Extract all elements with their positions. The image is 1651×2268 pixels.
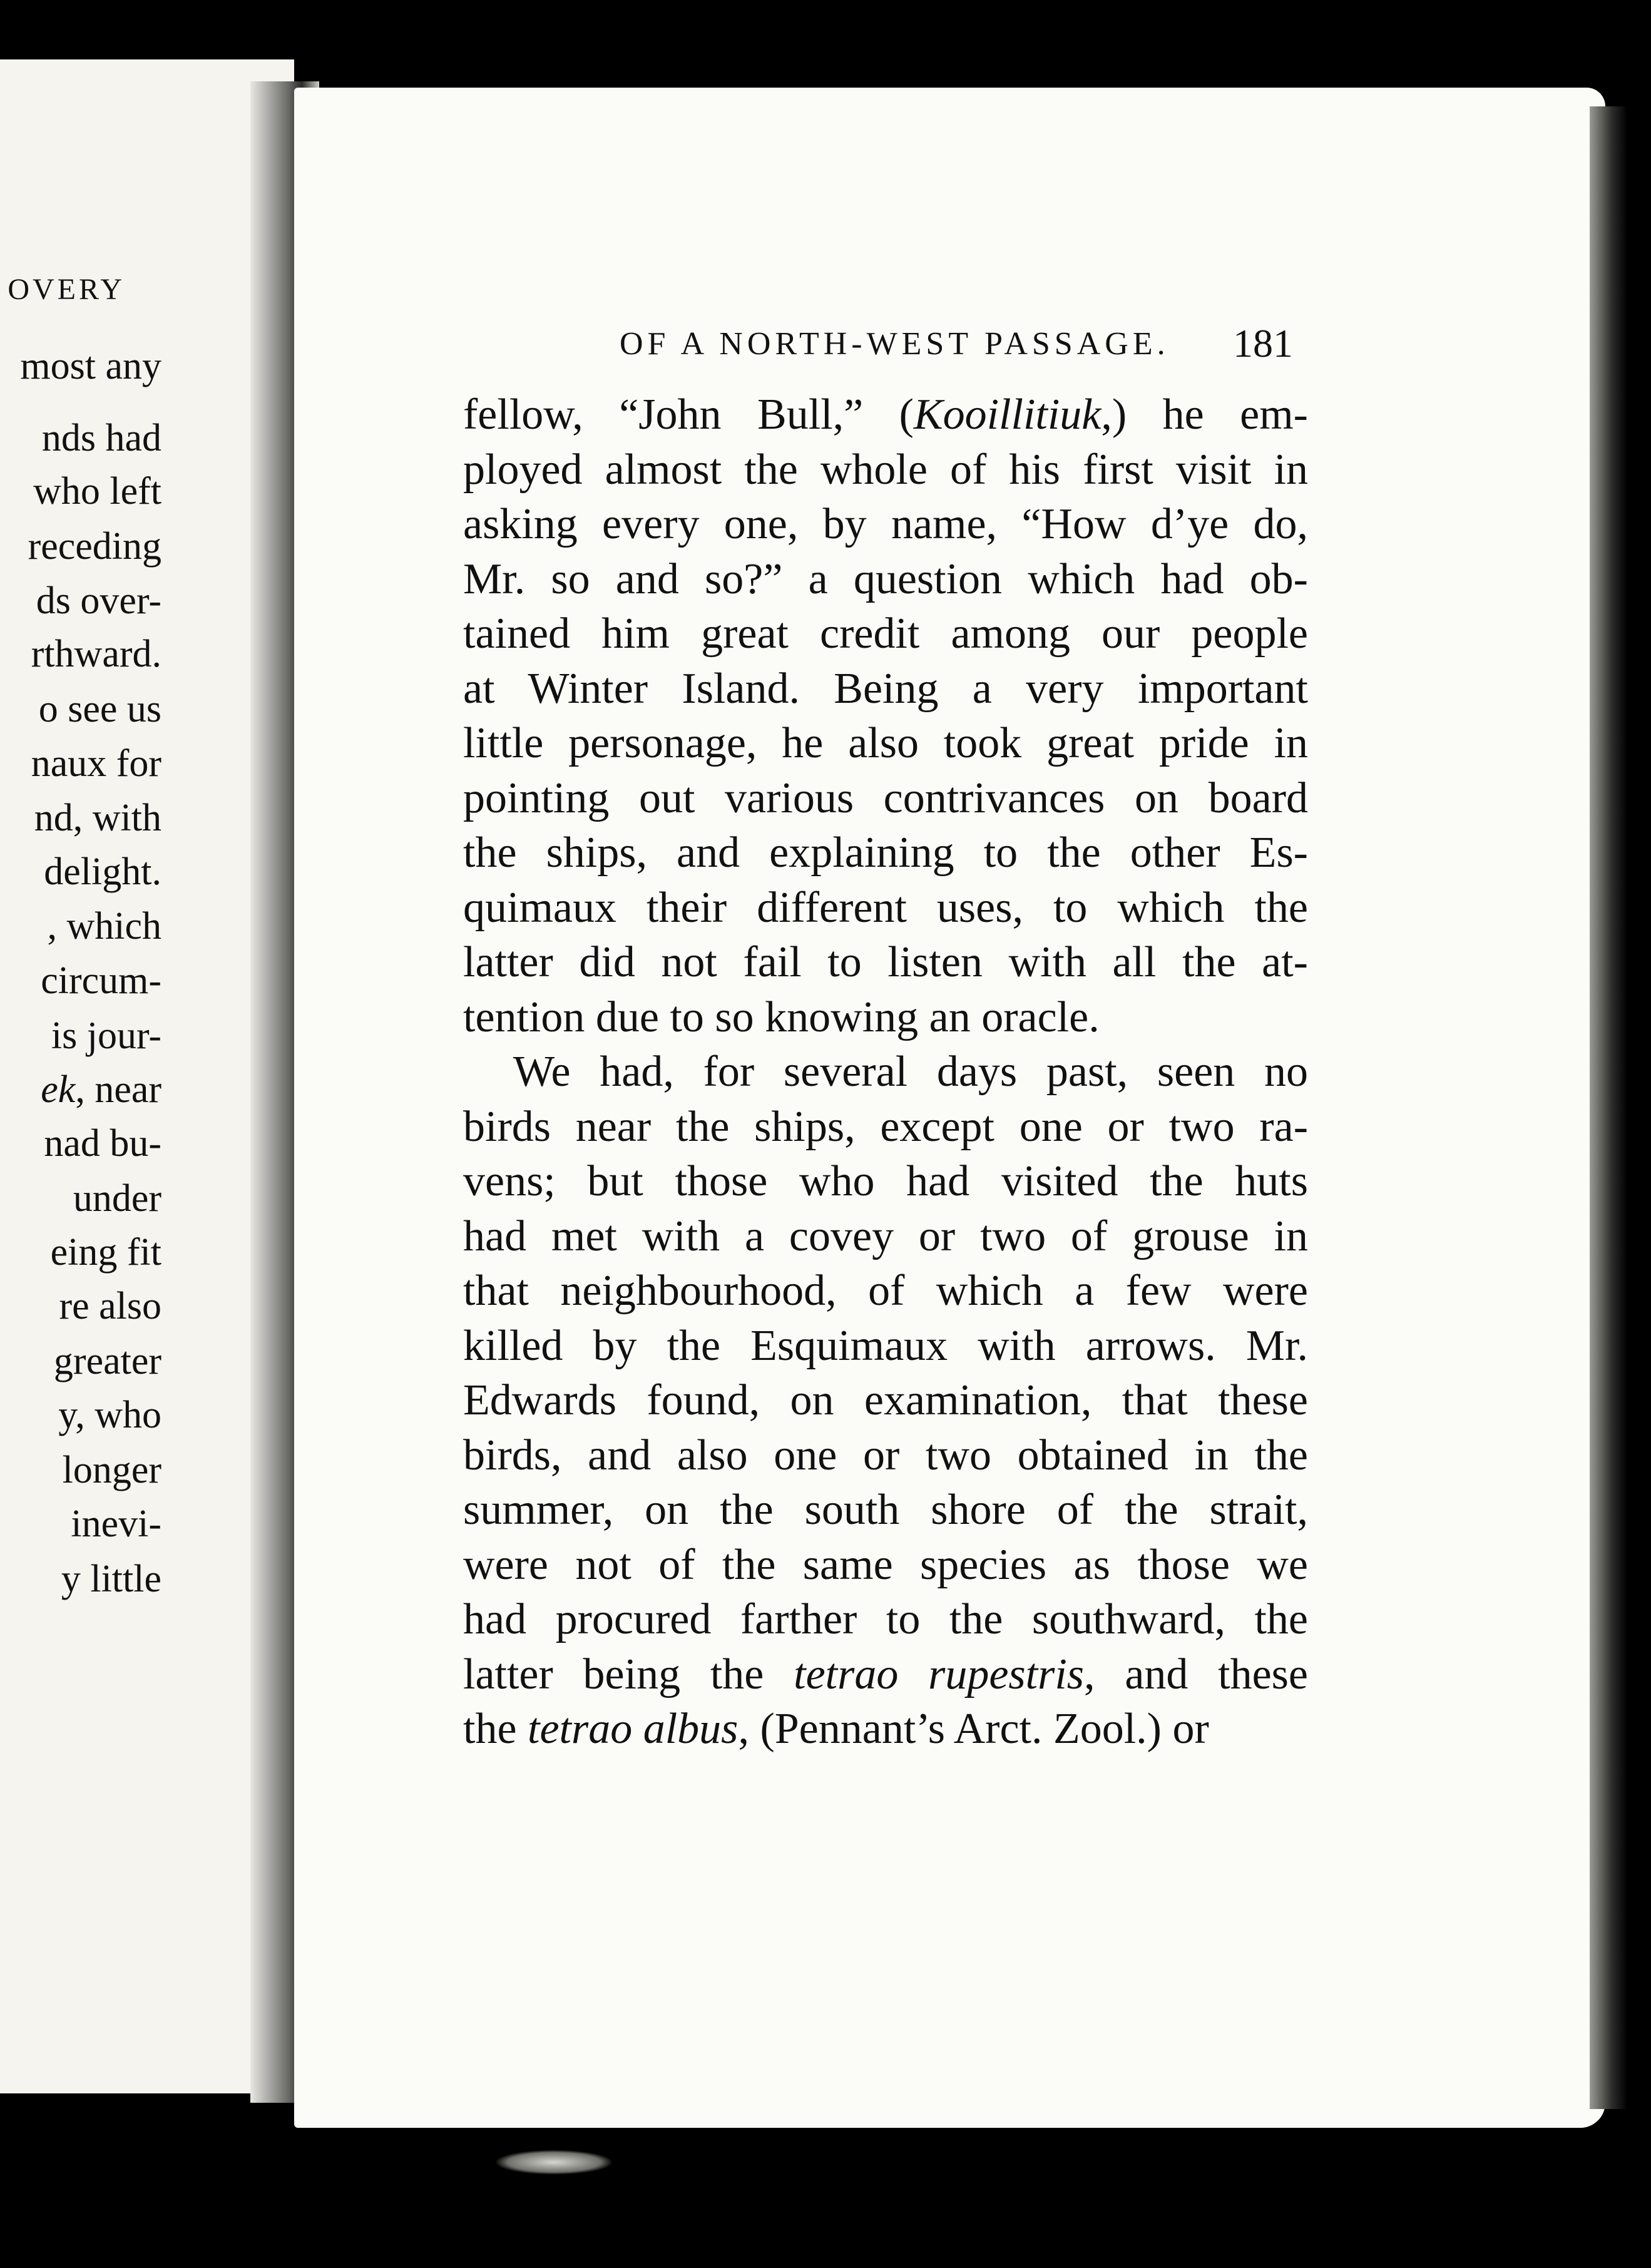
left-page-line: circum- xyxy=(41,959,161,1002)
text-line: birds near the ships, except one or two ra- xyxy=(463,1102,1308,1151)
text-line: had procured farther to the southward, the xyxy=(463,1595,1308,1643)
text-line: asking every one, by name, “How d’ye do, xyxy=(463,500,1308,548)
left-page-line: greater xyxy=(53,1340,161,1382)
text-line: fellow, “John Bull,” (Kooillitiuk,) he em- xyxy=(463,391,1308,439)
text-line: We had, for several days past, seen no xyxy=(513,1048,1308,1096)
left-page-line: delight. xyxy=(44,850,161,893)
text-line: the tetrao albus, (Pennant’s Arct. Zool.) or xyxy=(463,1705,1209,1753)
left-page-line: y little xyxy=(61,1558,161,1600)
left-page-line: inevi- xyxy=(71,1503,161,1545)
text-line: pointing out various contrivances on board xyxy=(463,774,1308,822)
left-page-line: most any xyxy=(20,345,161,387)
text-line: had met with a covey or two of grouse in xyxy=(463,1212,1308,1260)
text-line: at Winter Island. Being a very important xyxy=(463,664,1308,713)
text-line: killed by the Esquimaux with arrows. Mr. xyxy=(463,1321,1308,1370)
text-line: latter being the tetrao rupestris, and these xyxy=(463,1650,1308,1698)
left-page-header: OVERY xyxy=(8,273,125,306)
left-page-line: re also xyxy=(59,1285,161,1327)
page-number: 181 xyxy=(1233,321,1293,365)
text-line: birds, and also one or two obtained in the xyxy=(463,1431,1308,1479)
text-line: summer, on the south shore of the strait, xyxy=(463,1486,1308,1534)
text-line: tention due to so knowing an oracle. xyxy=(463,993,1100,1041)
left-page-line: nd, with xyxy=(34,797,161,839)
text-line: vens; but those who had visited the huts xyxy=(463,1157,1308,1205)
left-page-line: eing fit xyxy=(50,1231,161,1274)
left-page-line: ek, near xyxy=(41,1068,161,1111)
text-line: tained him great credit among our people xyxy=(463,610,1308,658)
text-line: Edwards found, on examination, that these xyxy=(463,1376,1308,1424)
left-page-line: ds over- xyxy=(36,580,161,622)
running-header: OF A NORTH-WEST PASSAGE. xyxy=(620,326,1170,362)
text-line: Mr. so and so?” a question which had ob- xyxy=(463,554,1308,603)
left-page-line: who left xyxy=(33,470,161,513)
left-page-line: nds had xyxy=(41,417,161,459)
left-page-line: under xyxy=(73,1177,161,1220)
left-page-line: receding xyxy=(28,525,161,568)
left-page-line: longer xyxy=(62,1449,161,1491)
text-line: that neighbourhood, of which a few were xyxy=(463,1267,1308,1315)
text-line: ployed almost the whole of his first visit in xyxy=(463,445,1308,494)
text-line: were not of the same species as those we xyxy=(463,1540,1308,1589)
text-line: the ships, and explaining to the other Es- xyxy=(463,829,1308,877)
text-line: latter did not fail to listen with all the at- xyxy=(463,938,1308,986)
left-page-line: rthward. xyxy=(31,633,161,675)
left-page-line: is jour- xyxy=(51,1014,161,1057)
scan-mark xyxy=(494,2150,613,2175)
left-page-line: naux for xyxy=(31,742,161,785)
left-page-line: o see us xyxy=(38,688,161,730)
page-edge-shadow xyxy=(1590,106,1627,2109)
left-page-line: , which xyxy=(47,905,161,948)
text-line: little personage, he also took great pride in xyxy=(463,719,1308,767)
text-line: quimaux their different uses, to which the xyxy=(463,883,1308,932)
left-page-line: y, who xyxy=(58,1394,161,1436)
left-page-line: nad bu- xyxy=(44,1122,161,1165)
